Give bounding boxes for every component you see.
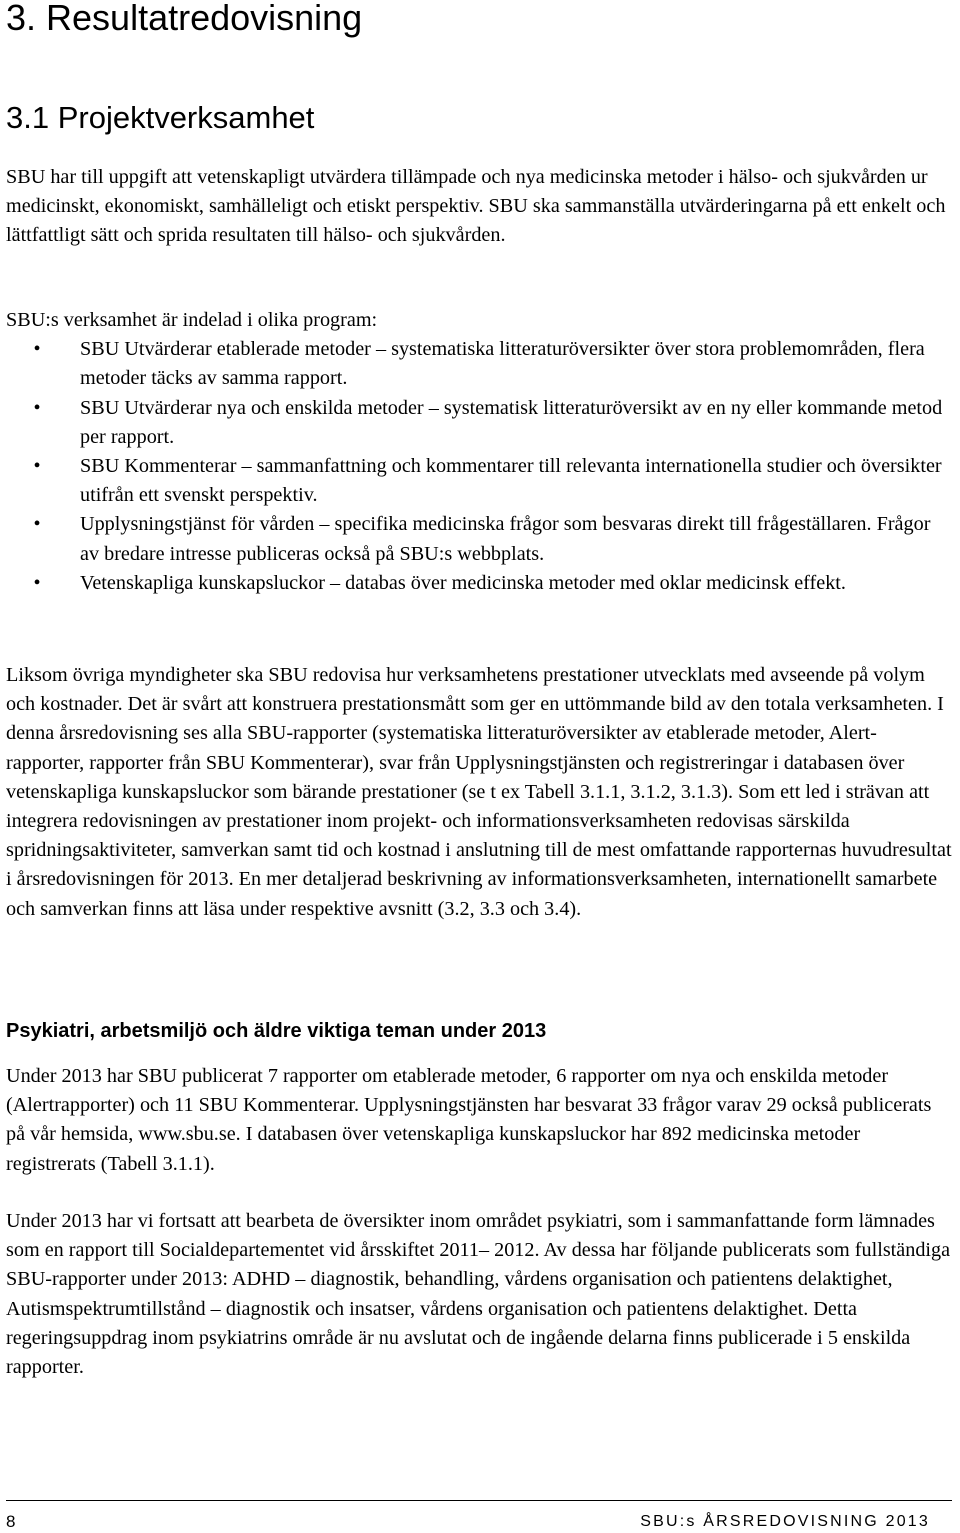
themes-block-1 [6, 1062, 952, 1179]
footer-report-title: SBU:s ÅRSREDOVISNING 2013 [640, 1513, 930, 1530]
programs-block [6, 306, 952, 598]
program-text: Vetenskapliga kunskapsluckor – databas över medicinska metoder med oklar medicinsk effekt. [80, 571, 846, 594]
program-text: Upplysningstjänst för vården – specifika medicinska frågor som besvaras direkt till frågeställaren. Frågor av bredare intresse publiceras också på SBU:s webbplats. [80, 513, 931, 565]
reporting-block [6, 661, 952, 924]
intro-block [6, 163, 952, 251]
program-text: SBU Utvärderar nya och enskilda metoder – systematisk litteraturöversikt av en ny eller kommande metod per rapport. [80, 396, 943, 448]
programs-list [6, 335, 952, 598]
bullet-icon: • [33, 571, 41, 594]
intro-paragraph: SBU har till uppgift att vetenskapligt utvärdera tillämpade och nya medicinska metoder i hälso- och sjukvården ur medicinskt, ekonomiskt, samhälleligt och etiskt perspektiv. SBU ska sammanställa utvärderingarna på ett enkelt och lättfattligt sätt och sprida resultaten till hälso- och sjukvården. [6, 166, 946, 247]
themes-paragraph-1: Under 2013 har SBU publicerat 7 rapporter om etablerade metoder, 6 rapporter om nya och enskilda metoder (Alertrapporter) och 11 SBU Kommenterar. Upplysningstjänsten har besvarat 33 frågor varav 29 också publicerats på vår hemsida, www.sbu.se. I databasen över vetenskapliga kunskapsluckor har 892 medicinska metoder registrerats (Tabell 3.1.1). [6, 1065, 932, 1175]
themes-paragraph-2: Under 2013 har vi fortsatt att bearbeta de översikter inom området psykiatri, som i sammanfattande form lämnades som en rapport till Socialdepartementet vid årsskiftet 2011– 2012. Av dessa har följande publicerats som fullständiga SBU-rapporter under 2013: ADHD – diagnostik, behandling, vårdens organisation och patientens delaktighet, Autismspektrumtillstånd – diagnostik och insatser, vårdens organisation och patientens delaktighet. Detta regeringsuppdrag inom psykiatrins område är nu avslutat och de ingående delarna finns publicerade i 5 enskilda rapporter. [6, 1210, 951, 1379]
bullet-icon: • [33, 338, 41, 361]
bullet-icon: • [33, 455, 41, 478]
programs-lead: SBU:s verksamhet är indelad i olika program: [6, 309, 378, 331]
program-text: SBU Kommenterar – sammanfattning och kommentarer till relevanta internationella studier och översikter utifrån ett svenskt perspektiv. [80, 455, 942, 507]
themes-block-2 [6, 1207, 952, 1382]
list-item [6, 394, 952, 452]
program-text: SBU Utvärderar etablerade metoder – systematiska litteraturöversikter över stora problemområden, flera metoder täcks av samma rapport. [80, 338, 925, 390]
list-item [6, 569, 952, 598]
footer-divider [6, 1500, 952, 1501]
chapter-heading: 3. Resultatredovisning [6, 0, 363, 38]
list-item [6, 335, 952, 393]
bullet-icon: • [33, 513, 41, 536]
list-item [6, 452, 952, 510]
reporting-paragraph: Liksom övriga myndigheter ska SBU redovisa hur verksamhetens prestationer utvecklats med avseende på volym och kostnader. Det är svårt att konstruera prestationsmått som ger en uttömmande bild av den totala verksamheten. I denna årsredovisning ses alla SBU-rapporter (systematiska litteraturöversikter av etablerade metoder, Alert-rapporter, rapporter från SBU Kommenterar), svar från Upplysningstjänsten och registreringar i databasen över vetenskapliga kunskapsluckor som bärande prestationer (se t ex Tabell 3.1.1, 3.1.2, 3.1.3). Som ett led i strävan att integrera redovisningen av prestationer inom projekt- och informationsverksamheten redovisas särskilda spridningsaktiviteter, samverkan samt tid och kostnad i anslutning till de mest omfattande rapporternas huvudresultat i årsredovisningen för 2013. En mer detaljerad beskrivning av informationsverksamheten, internationellt samarbete och samverkan finns att läsa under respektive avsnitt (3.2, 3.3 och 3.4). [6, 664, 952, 920]
section-heading: 3.1 Projektverksamhet [6, 100, 315, 135]
bullet-icon: • [33, 396, 41, 419]
list-item [6, 510, 952, 568]
themes-heading: Psykiatri, arbetsmiljö och äldre viktiga teman under 2013 [6, 1020, 547, 1042]
page-number: 8 [6, 1512, 16, 1531]
